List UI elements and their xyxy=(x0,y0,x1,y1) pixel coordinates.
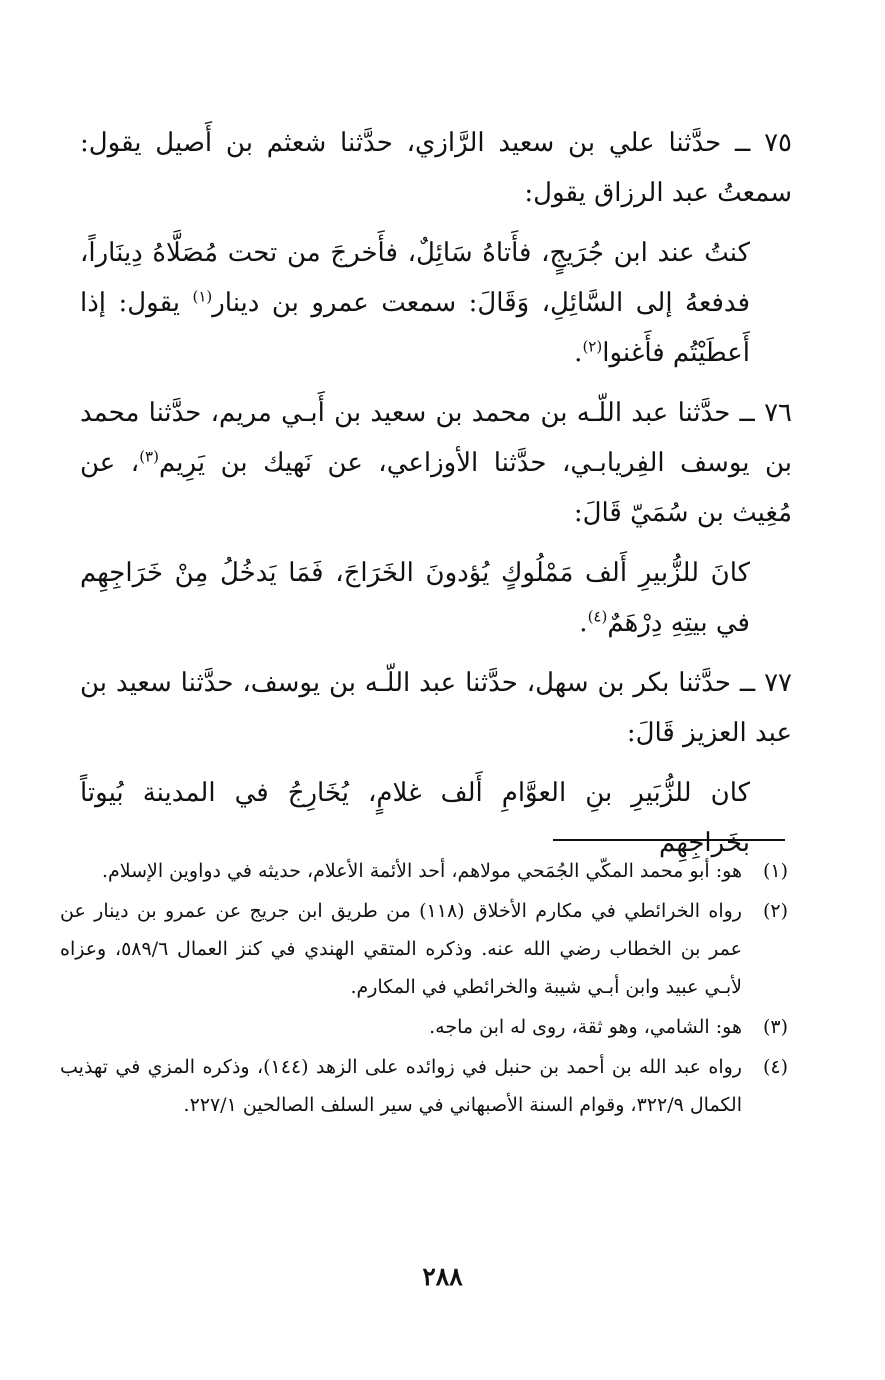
page-number: ٢٨٨ xyxy=(422,1262,463,1291)
hadith-75-text-end: . xyxy=(574,338,583,368)
hadith-76-text-tail: . xyxy=(579,608,588,638)
footnote-number: (١) xyxy=(762,860,788,882)
footnote-ref-2: (٢) xyxy=(582,337,603,356)
footnote-text: هو: الشامي، وهو ثقة، روى له ابن ماجه. xyxy=(429,1016,742,1038)
footnote-item xyxy=(60,1008,788,1046)
hadith-76-text xyxy=(80,548,792,648)
hadith-76-chain xyxy=(80,388,792,538)
footnote-ref-3: (٣) xyxy=(139,447,159,466)
hadith-75-text xyxy=(80,228,792,378)
footnote-text: رواه عبد الله بن أحمد بن حنبل في زوائده على الزهد (١٤٤)، وذكره المزي في تهذيب الكمال ٣٢٢/٩، وقوام السنة الأصبهاني في سير السلف الصالحين ٢٢٧/١. xyxy=(60,1056,742,1116)
hadith-77-text-body: كان للزُّبَيرِ بنِ العوَّامِ أَلف غلامٍ، يُخَارِجُ في المدينة بُيوتاً بخَراجِهِم xyxy=(80,778,750,858)
hadith-77-chain-text: ٧٧ ــ حدَّثنا بكر بن سهل، حدَّثنا عبد اللّـه بن يوسف، حدَّثنا سعيد بن عبد العزيز قَالَ: xyxy=(80,668,792,748)
hadith-75-text-tail: يقول: إذا أَعطَيْتُم فأَغنوا xyxy=(80,288,750,368)
footnote-text: رواه الخرائطي في مكارم الأخلاق (١١٨) من طريق ابن جريج عن عمرو بن دينار عن عمر بن الخطاب رضي الله عنه. وذكره المتقي الهندي في كنز العمال ٥٨٩/٦، وعزاه لأبـي عبيد وابن أبـي شيبة والخرائطي في المكارم. xyxy=(60,900,742,998)
hadith-76-text-body: كانَ للزُّبيرِ أَلف مَمْلُوكٍ يُؤدونَ الخَرَاجَ، فَمَا يَدخُلُ مِنْ خَرَاجِهِم في بيتِهِ دِرْهَمٌ xyxy=(80,558,750,638)
footnote-number: (٤) xyxy=(762,1056,788,1078)
footnotes xyxy=(60,852,788,1126)
footnote-ref-4: (٤) xyxy=(587,607,608,626)
footnote-number: (٣) xyxy=(762,1016,788,1038)
footnote-item xyxy=(60,1048,788,1124)
footnote-item xyxy=(60,892,788,1006)
footnote-ref-1: (١) xyxy=(192,287,213,306)
footnote-text: هو: أبو محمد المكّي الجُمَحي مولاهم، أحد الأئمة الأعلام، حديثه في دواوين الإسلام. xyxy=(101,860,742,882)
hadith-75-chain-text: ٧٥ ــ حدَّثنا علي بن سعيد الرَّازي، حدَّثنا شعثم بن أَصيل يقول: سمعتُ عبد الرزاق يقول: xyxy=(80,128,792,208)
main-text xyxy=(80,118,792,878)
footnote-item xyxy=(60,852,788,890)
hadith-76-chain-tail: ، عن مُغِيث بن سُمَيّ قَالَ: xyxy=(80,448,792,528)
hadith-76-chain-text: ٧٦ ــ حدَّثنا عبد اللّـه بن محمد بن سعيد بن أَبـي مريم، حدَّثنا محمد بن يوسف الفِريابـي، حدَّثنا الأوزاعي، عن نَهيك بن يَرِيم xyxy=(80,398,793,478)
footnote-divider xyxy=(553,839,785,841)
hadith-77-chain xyxy=(80,658,792,758)
hadith-75-text-body: كنتُ عند ابن جُرَيجٍ، فأَتاهُ سَائِلٌ، فأَخرجَ من تحت مُصَلَّاهُ دِينَاراً، فدفعهُ إلى السَّائِلِ، وَقَالَ: سمعت عمرو بن دينار xyxy=(80,238,750,318)
footnote-number: (٢) xyxy=(762,900,788,922)
hadith-75-chain xyxy=(80,118,792,218)
